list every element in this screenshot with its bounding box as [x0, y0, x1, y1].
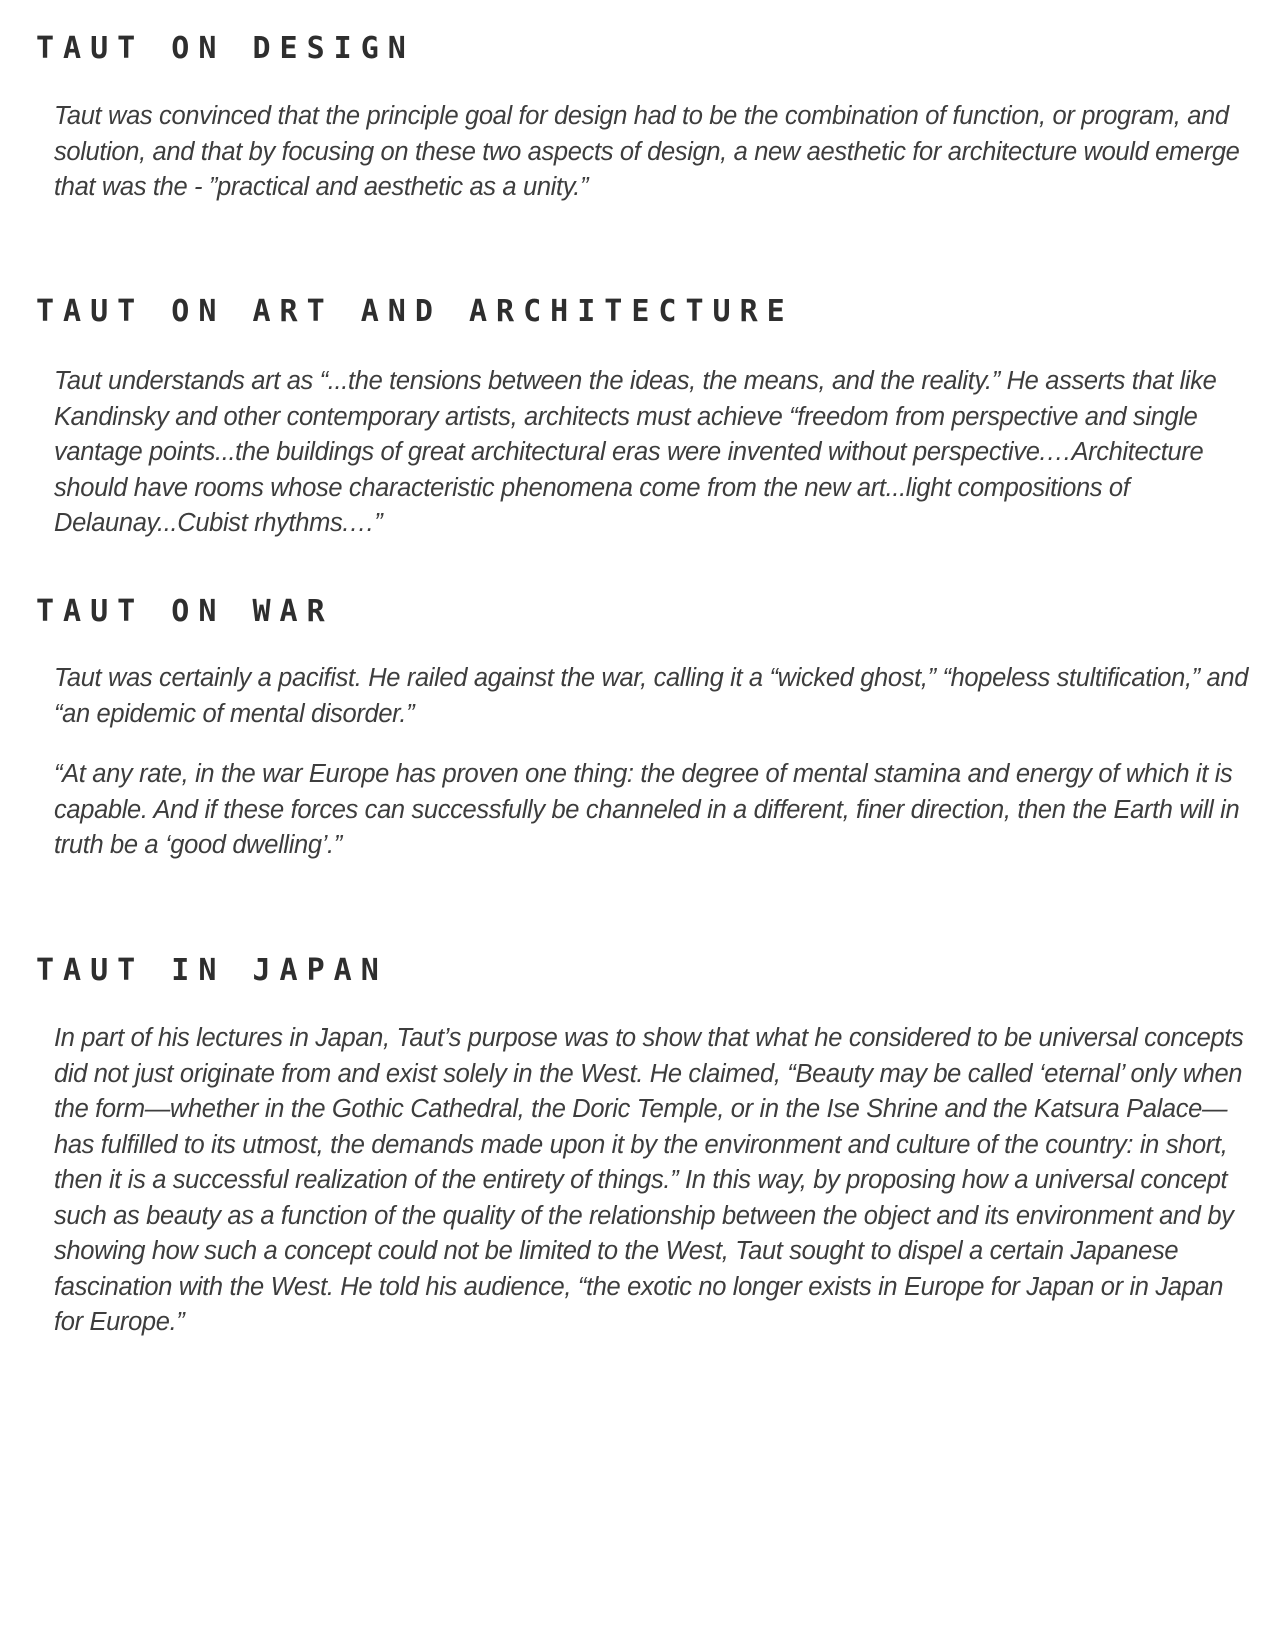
section-heading: TAUT ON ART AND ARCHITECTURE [36, 294, 794, 329]
section-heading: TAUT IN JAPAN [36, 953, 388, 988]
section-paragraph: Taut understands art as “...the tensions between the ideas, the means, and the reality.” He asserts that like Kandinsky and other contemporary artists, architects must achieve “freedom from perspective and single vantage points...the buildings of great architectural eras were invented without perspective.…Architecture should have rooms whose characteristic phenomena come from the new art...light compositions of Delaunay...Cubist rhythms.…” [54, 367, 1217, 537]
section-paragraph: Taut was certainly a pacifist. He railed against the war, calling it a “wicked ghost,” “hopeless stultification,” and “an epidemic of mental disorder.” [54, 664, 1249, 728]
section-heading: TAUT ON DESIGN [36, 31, 415, 66]
section-paragraph: In part of his lectures in Japan, Taut’s purpose was to show that what he considered to be universal concepts did not just originate from and exist solely in the West. He claimed, “Beauty may be called ‘eternal’ only when the form—whether in the Gothic Cathedral, the Doric Temple, or in the Ise Shrine and the Katsura Palace—has fulfilled to its utmost, the demands made upon it by the environment and culture of the country: in short, then it is a successful realization of the entirety of things.” In this way, by proposing how a universal concept such as beauty as a function of the quality of the relationship between the object and its environment and by showing how such a concept could not be limited to the West, Taut sought to dispel a certain Japanese fascination with the West. He told his audience, “the exotic no longer exists in Europe for Japan or in Japan for Europe.” [54, 1024, 1244, 1336]
section-heading: TAUT ON WAR [36, 594, 334, 629]
section-paragraph: “At any rate, in the war Europe has proven one thing: the degree of mental stamina and energy of which it is capable. And if these forces can successfully be channeled in a different, finer direction, then the Earth will in truth be a ‘good dwelling’.” [54, 760, 1240, 859]
section-paragraph: Taut was convinced that the principle goal for design had to be the combination of function, or program, and solution, and that by focusing on these two aspects of design, a new aesthetic for architecture would emerge that was the - ”practical and aesthetic as a unity.” [54, 102, 1240, 201]
